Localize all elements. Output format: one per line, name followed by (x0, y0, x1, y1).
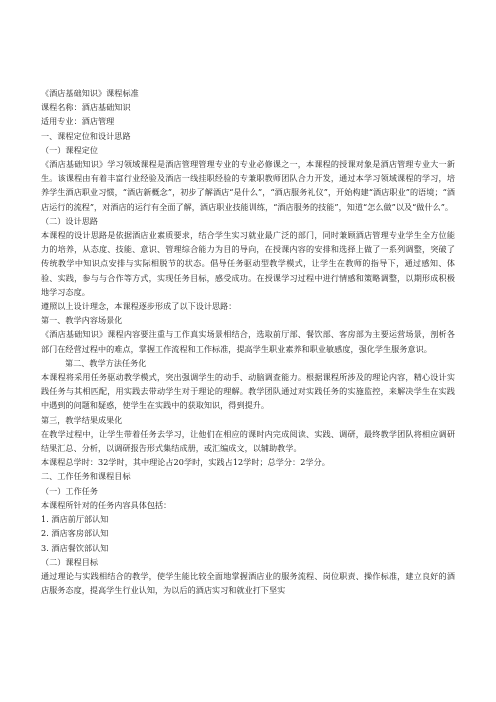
paragraph: 本课程将采用任务驱动教学模式，突出强调学生的动手、动脑调查能力。根据课程所涉及的理论内容，精心设计实践任务与其相匹配，用实践去带动学生对于理论的理解。教学团队通过对实践任务的实施监控，来解决学生在实践中遇到的问题和疑惑，使学生在实践中的获取知识，得到提升。 (41, 372, 455, 411)
paragraph: 通过理论与实践相结合的教学，使学生能比较全面地掌握酒店业的服务流程、岗位职责、操作标准，建立良好的酒店服务态度，提高学生行业认知，为以后的酒店实习和就业打下坚实 (41, 570, 455, 596)
paragraph: 《酒店基础知识》学习领域课程是酒店管理管理专业的专业必修课之一，本课程的授课对象是酒店管理专业大一新生。该课程由有着丰富行业经验及酒店一线挂职经验的专兼职教师团队合力开发，通过本学习领域课程的学习，培养学生酒店职业习惯，“酒店新概念”，初步了解酒店“是什么”，“酒店服务礼仪”，开始构建“酒店职业”的语境；“酒店运行的流程”，对酒店的运行有全面了解，酒店职业技能训练，“酒店服务的技能”，知道“怎么做”以及“做什么”。 (41, 159, 455, 212)
point-heading: 第二、教学方法任务化 (65, 357, 147, 368)
section-heading: 二、工作任务和课程目标 (41, 471, 131, 482)
subsection-heading: （一）工作任务 (41, 485, 99, 496)
point-heading: 第三，教学结果成果化 (41, 414, 123, 425)
list-item: 3. 酒店餐饮部认知 (41, 542, 109, 553)
paragraph: 遵照以上设计理念，本课程逐步形成了以下设计思路： (41, 301, 237, 312)
applicable-major: 适用专业：酒店管理 (41, 116, 115, 127)
list-item: 1. 酒店前厅部认知 (41, 514, 109, 525)
section-heading: 一、课程定位和设计思路 (41, 130, 131, 141)
list-item: 2. 酒店客房部认知 (41, 528, 109, 539)
paragraph: 《酒店基础知识》课程内容要注重与工作真实场景相结合，选取前厅部、餐饮部、客房部为主要运营场景，剖析各部门在经营过程中的难点，掌握工作流程和工作标准，提高学生职业素养和职业敏感度，强化学生服务意识。 (41, 329, 455, 354)
paragraph: 本课程所针对的任务内容具体包括： (41, 499, 172, 510)
subsection-heading: （二）课程目标 (41, 556, 99, 567)
paragraph: 本课程的设计思路是依据酒店业素质要求，结合学生实习就业最广泛的部门，同时兼顾酒店管理专业学生全方位能力的培养，从态度、技能、意识、管理综合能力为目的导向，在授课内容的安排和选择上做了一系列调整，突破了传统教学中知识点安排与实际相脱节的状态。倡导任务驱动型教学模式，让学生在教师的指导下，通过感知、体验、实践，参与与合作等方式，实现任务目标，感受成功。在授课学习过程中进行情感和策略调整，以期形成积极地学习态度。 (41, 230, 455, 297)
subsection-heading: （一）课程定位 (41, 144, 99, 155)
document-title: 《酒店基础知识》课程标准 (41, 88, 139, 98)
course-name: 课程名称：酒店基础知识 (41, 102, 131, 113)
document-page (41, 86, 455, 597)
paragraph: 在教学过程中，让学生带着任务去学习，让他们在相应的课时内完成阅读、实践、调研，最终教学团队将相应调研结果汇总、分析，以调研报告形式集结成册，或汇编成文，以辅助教学。 (41, 428, 455, 454)
subsection-heading: （二）设计思路 (41, 215, 99, 226)
point-heading: 第一、教学内容场景化 (41, 315, 123, 326)
course-hours: 本课程总学时：32学时，其中理论占20学时，实践占12学时；总学分：2学分。 (41, 457, 330, 468)
